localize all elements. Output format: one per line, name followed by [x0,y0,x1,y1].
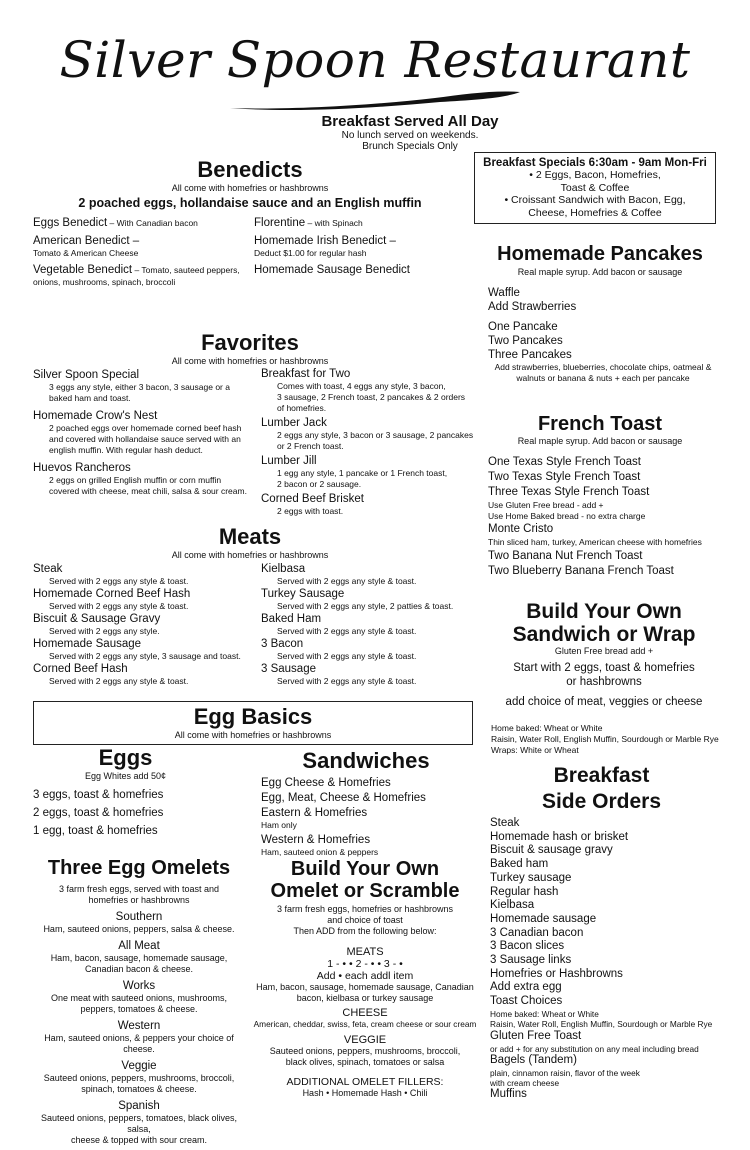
list-item: 3 Sausage links [490,954,572,967]
sandwiches-section [261,748,471,858]
sides-title: Breakfast [553,764,650,787]
fillers-heading: ADDITIONAL OMELET FILLERS: [286,1076,444,1088]
favorites-section [30,330,470,367]
french-toast-title: French Toast [537,413,663,435]
item-name: Steak [33,563,63,575]
meats-section [30,524,470,561]
list-item: Biscuit & sausage gravy [490,844,613,857]
item-name: Eastern & Homefries [261,807,368,819]
meats-title: Meats [218,524,282,549]
item-name: Breakfast for Two [261,368,351,380]
build-sandwich-title: Sandwich or Wrap [512,623,696,646]
item-name: Western [117,1020,161,1032]
french-toast-list: One Texas Style French Toast Two Texas Style French Toast Three Texas Style French Toast Use Gluten Free bread - add + Use Home Baked bread - no extra charge Monte Cristo Thin sliced ham, turkey, American cheese with homefries Two Banana Nut French Toast Two Blueberry Banana French Toast [488,455,720,579]
menu-item: Eggs Benedict – With Canadian bacon [33,217,198,229]
build-omelet-title: Omelet or Scramble [270,880,460,902]
list-item: Kielbasa [490,899,535,912]
item-name: Homemade Irish Benedict – [254,235,396,247]
item-name: Veggie [121,1060,157,1072]
list-item: Regular hash [490,885,559,898]
menu-item: Vegetable Benedict – Tomato, sauteed peppers, [33,264,240,276]
item-name: American Benedict – [33,235,140,247]
list-item: Steak [490,817,520,829]
omelets-title: Three Egg Omelets [47,857,231,879]
item-desc: Tomato & American Cheese [33,248,139,258]
sides-list: Steak Homemade hash or brisket Biscuit & sausage gravy Baked ham Turkey sausage Regular hash Kielbasa Homemade sausage 3 Canadian bacon 3 Bacon slices 3 Sausage links Homefries or Hashbrowns Add extra egg Toast Choices Home baked: Wheat or White Raisin, Water Roll, English Muffin, Sourdough or Marble Rye Gluten Free Toast or add + for any substitution on any meal including bread Bagels (Tandem) plain, cinnamon raisin, flavor of the week with cream cheese Muffins [490,817,720,1101]
list-item: Homemade sausage [490,912,597,925]
omelets-section: Three Egg Omelets 3 farm fresh eggs, served with toast and homefries or hashbrowns Southern Ham, sauteed onions, peppers, salsa & cheese. All Meat Ham, bacon, sausage, homemade sausage, Canadian bacon & cheese. Works One meat with sauteed onions, mushrooms, peppers, tomatoes & cheese. Western Ham, sauteed onions, & peppers your choice of cheese. Veggie Sauteed onions, peppers, mushrooms, broccoli, spinach, tomatoes & cheese. Spanish Sauteed onions, peppers, tomatoes, black olives, salsa, cheese & topped with sour cream. [28,857,250,1146]
list-item: Baked ham [490,858,549,871]
item-name: Silver Spoon Special [33,369,140,381]
favorites-note: All come with homefries or hashbrowns [171,356,329,366]
list-item: 3 Canadian bacon [490,926,584,939]
item-name: Lumber Jack [261,417,327,429]
tagline: Breakfast Served All Day [321,113,499,130]
eggs-section [33,745,218,838]
list-item: Muffins [490,1087,527,1100]
list-item: 2 eggs, toast & homefries [33,807,164,819]
list-item: Two Texas Style French Toast [488,471,641,483]
item-name: Homemade Sausage Benedict [254,264,410,276]
item-name: Homemade Sausage [33,638,142,650]
item-name: Lumber Jill [261,455,317,467]
item-name: Eggs Benedict [33,217,108,229]
specials-line: • 2 Eggs, Bacon, Homefries, [529,169,661,181]
menu-item: Florentine – with Spinach [254,217,363,229]
bread-options: Home baked: Wheat or White Raisin, Water Roll, English Muffin, Sourdough or Marble Rye Wraps: White or Wheat [491,723,719,755]
benedicts-title: Benedicts [197,157,303,182]
item-name: 3 Bacon [261,638,304,650]
item-name: Egg, Meat, Cheese & Homefries [261,792,426,804]
build-omelet-section: Build Your Own Omelet or Scramble 3 farm fresh eggs, homefries or hashbrowns and choice of toast Then ADD from the following below: MEATS 1 - • • 2 - • • 3 - • Add • each addl item Ham, bacon, sausage, homemade sausage, Canadian bacon, kielbasa or turkey sausage CHEESE American, cheddar, swiss, feta, cream cheese or sour cream VEGGIE Sauteed onions, peppers, mushrooms, broccoli, black olives, spinach, tomatoes or salsa ADDITIONAL OMELET FILLERS: Hash • Homemade Hash • Chili [253,858,477,1098]
list-item: One Texas Style French Toast [488,456,641,468]
sides-section [484,763,719,815]
egg-basics-box [33,701,473,745]
specials-title: Breakfast Specials 6:30am - 9am Mon-Fri [483,157,707,169]
list-item: Monte Cristo [488,523,554,535]
item-name: Spanish [118,1100,160,1112]
build-omelet-title: Build Your Own [290,858,440,880]
pancakes-section: Homemade Pancakes Real maple syrup. Add bacon or sausage [484,243,716,278]
item-name: Baked Ham [261,613,322,625]
list-item: Turkey sausage [490,871,572,884]
item-name: Huevos Rancheros [33,462,131,474]
item-name: Western & Homefries [261,834,371,846]
weekend-note: No lunch served on weekends. [341,130,479,141]
item-name: Biscuit & Sausage Gravy [33,613,161,625]
restaurant-title: Silver Spoon Restaurant [59,31,691,89]
egg-basics-note: All come with homefries or hashbrowns [174,730,332,740]
list-item: Two Banana Nut French Toast [488,550,643,562]
list-item: Waffle [488,287,520,299]
pancakes-title: Homemade Pancakes [497,243,703,265]
list-item: Two Pancakes [488,335,563,347]
list-item: Homemade hash or brisket [490,830,629,843]
benedicts-subtitle: 2 poached eggs, hollandaise sauce and an English muffin [78,196,422,210]
brunch-note: Brunch Specials Only [362,141,458,152]
item-name: 3 Sausage [261,663,316,675]
benedicts-section [30,157,470,210]
list-item: Add extra egg [490,981,562,994]
item-name: Kielbasa [261,563,306,575]
list-item: Add Strawberries [488,301,577,313]
meats-right-column: Kielbasa Served with 2 eggs any style & toast. Turkey Sausage Served with 2 eggs any style, 2 patties & toast. Baked Ham Served with 2 eggs any style & toast. 3 Bacon Served with 2 eggs any style & toast. 3 Sausage Served with 2 eggs any style & toast. [261,562,476,687]
eggs-note: Egg Whites add 50¢ [84,771,167,781]
build-sandwich-title: Build Your Own [526,600,682,623]
item-desc: Deduct $1.00 for regular hash [254,248,367,258]
meats-left-column: Steak Served with 2 eggs any style & toast. Homemade Corned Beef Hash Served with 2 eggs any style & toast. Biscuit & Sausage Gravy Served with 2 eggs any style. Homemade Sausage Served with 2 eggs any style, 3 sausage and toast. Corned Beef Hash Served with 2 eggs any style & toast. [33,562,258,687]
item-name: All Meat [118,940,160,952]
french-toast-section: French Toast Real maple syrup. Add bacon or sausage [484,413,716,447]
spoon-swoosh-icon [225,88,525,114]
favorites-right-column: Breakfast for Two Comes with toast, 4 eggs any style, 3 bacon, 3 sausage, 2 French toast, 2 pancakes & 2 orders of homefries. Lumber Jack 2 eggs any style, 3 bacon or 3 sausage, 2 pancakes or 2 French toast. Lumber Jill 1 egg any style, 1 pancake or 1 French toast, 2 bacon or 2 sausage. Corned Beef Brisket 2 eggs with toast. [261,367,476,517]
list-item: Two Blueberry Banana French Toast [488,565,674,577]
item-desc: Ham, sauteed onion & peppers [261,847,379,857]
meats-heading: MEATS [346,946,384,958]
sandwiches-title: Sandwiches [302,748,430,773]
item-name: Works [122,980,156,992]
egg-basics-title: Egg Basics [193,704,313,729]
list-item: Bagels (Tandem) [490,1054,577,1067]
build-sandwich-section: Build Your Own Sandwich or Wrap Gluten Free bread add + Start with 2 eggs, toast & homefries or hashbrowns add choice of meat, veggies or cheese [488,600,720,709]
item-name: Homemade Corned Beef Hash [33,588,191,600]
list-item: 1 egg, toast & homefries [33,825,158,837]
item-name: Homemade Crow's Nest [33,410,158,422]
sides-title: Side Orders [541,790,662,813]
item-desc: onions, mushrooms, spinach, broccoli [33,277,176,287]
item-name: Turkey Sausage [261,588,345,600]
item-name: Corned Beef Hash [33,663,128,675]
item-name: Southern [115,911,163,923]
list-item: Three Texas Style French Toast [488,486,650,498]
meats-note: All come with homefries or hashbrowns [171,550,329,560]
veggie-heading: VEGGIE [343,1034,387,1046]
list-item: 3 eggs, toast & homefries [33,789,164,801]
benedicts-right-column [254,216,469,277]
pancakes-list: Waffle Add Strawberries One Pancake Two Pancakes Three Pancakes Add strawberries, blueberries, chocolate chips, oatmeal & walnuts or banana & nuts + each per pancake [488,286,718,384]
specials-line: • Croissant Sandwich with Bacon, Egg, [504,194,686,206]
cheese-heading: CHEESE [342,1007,388,1019]
benedicts-note: All come with homefries or hashbrowns [171,183,329,193]
item-desc: Ham only [261,820,297,830]
specials-box [474,152,716,224]
specials-line: Cheese, Homefries & Coffee [528,206,662,219]
specials-line: Toast & Coffee [560,181,630,194]
list-item: Homefries or Hashbrowns [490,967,623,980]
list-item: Three Pancakes [488,349,572,361]
list-item: Gluten Free Toast [490,1029,582,1042]
list-item: One Pancake [488,321,558,333]
eggs-title: Eggs [98,745,153,770]
item-name: Corned Beef Brisket [261,493,364,505]
favorites-title: Favorites [201,330,299,355]
benedicts-left-column [33,216,253,288]
item-name: Egg Cheese & Homefries [261,777,391,789]
list-item: 3 Bacon slices [490,940,565,953]
favorites-left-column: Silver Spoon Special 3 eggs any style, either 3 bacon, 3 sausage or a baked ham and toast. Homemade Crow's Nest 2 poached eggs over homemade corned beef hash and covered with hollandaise sauce served with an english muffin. With regular hash deduct. Huevos Rancheros 2 eggs on grilled English muffin or corn muffin covered with cheese, meat chili, salsa & sour cream. [33,368,258,497]
list-item: Toast Choices [490,995,563,1008]
